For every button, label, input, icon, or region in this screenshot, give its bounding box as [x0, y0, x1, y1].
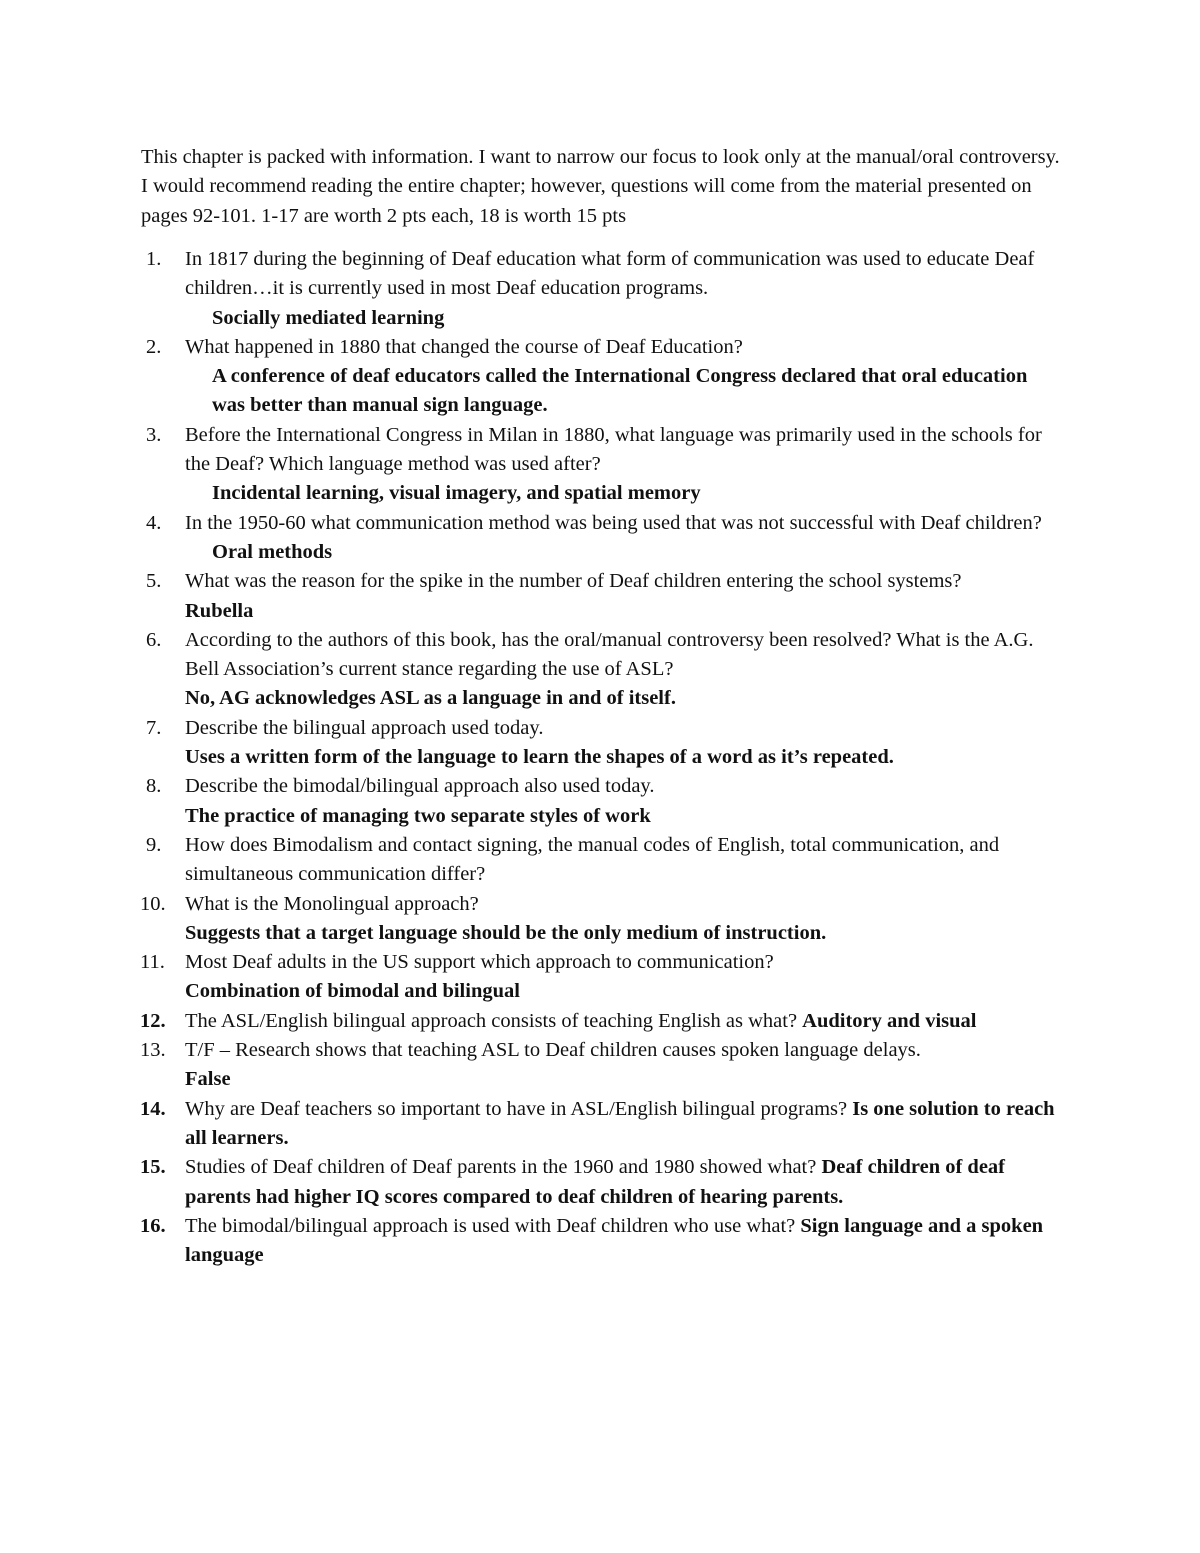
question-item [0, 948, 1065, 1007]
question-item [0, 567, 1065, 626]
question-number: 16. [140, 1214, 166, 1237]
question-number: 1. [146, 248, 162, 270]
answer-text: Rubella [185, 599, 254, 622]
question-number: 14. [140, 1097, 166, 1120]
answer-text: False [185, 1068, 231, 1091]
question-text: Studies of Deaf children of Deaf parents in the 1960 and 1980 showed what? [185, 1156, 822, 1179]
question-number: 10. [140, 892, 166, 915]
question-number: 7. [146, 716, 162, 739]
question-number: 5. [146, 570, 162, 593]
question-text: In 1817 during the beginning of Deaf education what form of communication was used to educate Deaf children…it is currently used in most Deaf education programs. [185, 248, 1035, 300]
question-item [0, 1212, 1065, 1271]
question-item [0, 1036, 1065, 1095]
question-text: The ASL/English bilingual approach consists of teaching English as what? [185, 1009, 803, 1032]
answer-text: A conference of deaf educators called the International Congress declared that oral education was better than manual sign language. [212, 365, 1028, 417]
question-item [0, 772, 1065, 831]
question-text: What happened in 1880 that changed the course of Deaf Education? [185, 335, 743, 358]
question-number: 4. [146, 511, 162, 534]
question-number: 3. [146, 423, 162, 446]
answer-text: Incidental learning, visual imagery, and spatial memory [212, 482, 701, 505]
question-item [0, 1153, 1065, 1212]
question-text: In the 1950-60 what communication method was being used that was not successful with Deaf children? [185, 511, 1042, 534]
question-text: The bimodal/bilingual approach is used with Deaf children who use what? [185, 1214, 801, 1237]
question-item [0, 509, 1065, 568]
answer-text: Combination of bimodal and bilingual [185, 980, 520, 1003]
answer-text: No, AG acknowledges ASL as a language in and of itself. [185, 687, 676, 710]
question-text: T/F – Research shows that teaching ASL to Deaf children causes spoken language delays. [185, 1039, 921, 1062]
answer-text: Socially mediated learning [212, 306, 445, 329]
question-text: What was the reason for the spike in the number of Deaf children entering the school systems? [185, 570, 962, 593]
question-item [0, 1095, 1065, 1154]
question-item [0, 714, 1065, 773]
intro-paragraph: This chapter is packed with information. I want to narrow our focus to look only at the manual/oral controversy. I would recommend reading the entire chapter; however, questions will come from the material presented on pages 92-101. 1-17 are worth 2 pts each, 18 is worth 15 pts [141, 146, 1060, 227]
question-list [0, 245, 1200, 1270]
question-text: Most Deaf adults in the US support which approach to communication? [185, 951, 774, 974]
question-number: 13. [140, 1039, 166, 1062]
answer-text: Auditory and visual [802, 1009, 977, 1032]
answer-text: Sign language and a spoken language [185, 1214, 1044, 1267]
question-number: 6. [146, 628, 162, 651]
answer-text: Uses a written form of the language to learn the shapes of a word as it’s repeated. [185, 746, 894, 769]
question-number: 9. [146, 833, 162, 856]
question-item [0, 245, 1065, 333]
question-text: What is the Monolingual approach? [185, 892, 479, 915]
answer-text: Suggests that a target language should be the only medium of instruction. [185, 921, 827, 944]
question-item [0, 890, 1065, 949]
question-number: 15. [140, 1156, 166, 1179]
question-number: 8. [146, 775, 162, 798]
question-text: Describe the bilingual approach used today. [185, 716, 544, 739]
answer-text: Is one solution to reach all learners. [185, 1097, 1055, 1149]
question-number: 11. [140, 951, 165, 974]
question-item [0, 1007, 1065, 1036]
question-text: Before the International Congress in Milan in 1880, what language was primarily used in the schools for the Deaf? Which language method was used after? [185, 423, 1042, 476]
question-item [0, 626, 1065, 714]
question-text: Describe the bimodal/bilingual approach also used today. [185, 775, 655, 798]
question-number: 12. [140, 1009, 166, 1032]
question-item [0, 831, 1065, 890]
question-text: According to the authors of this book, has the oral/manual controversy been resolved? What is the A.G. Bell Association’s current stance regarding the use of ASL? [185, 628, 1034, 681]
answer-text: Oral methods [212, 540, 333, 563]
question-text: How does Bimodalism and contact signing, the manual codes of English, total communication, and simultaneous communication differ? [185, 833, 1000, 886]
question-text: Why are Deaf teachers so important to have in ASL/English bilingual programs? [185, 1097, 853, 1120]
answer-text: Deaf children of deaf parents had higher IQ scores compared to deaf children of hearing parents. [185, 1156, 1005, 1208]
question-item [0, 333, 1065, 421]
question-number: 2. [146, 335, 162, 358]
answer-text: The practice of managing two separate styles of work [185, 804, 651, 827]
question-item [0, 421, 1065, 509]
